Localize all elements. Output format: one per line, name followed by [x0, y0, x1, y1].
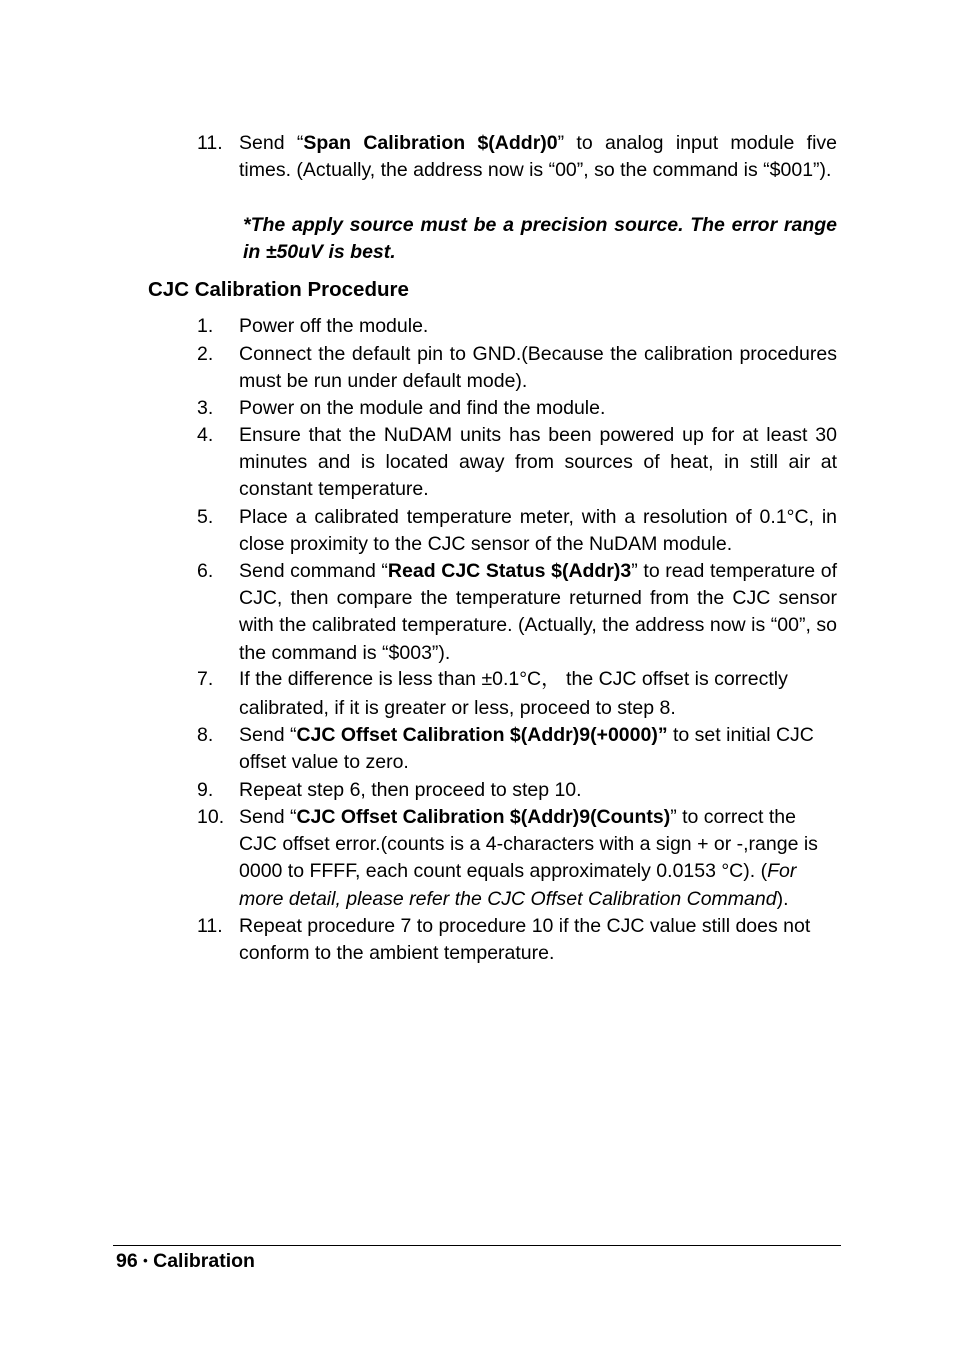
list-item: 5. Place a calibrated temperature meter, with a resolution of 0.1°C, in close proximity to the CJC sensor of the NuDAM module. [197, 506, 837, 556]
bullet-icon: • [143, 1253, 148, 1268]
command-name: Read CJC Status $(Addr)3 [387, 560, 632, 582]
command-name: CJC Offset Calibration $(Addr)9(Counts) [296, 806, 671, 828]
step-text: Send “Span Calibration $(Addr)0” to analog input module five times. (Actually, the address now is “00”, so the command is “$001”). [239, 132, 837, 182]
page-number: 96 [116, 1250, 138, 1272]
list-item: 8. Send “CJC Offset Calibration $(Addr)9(+0000)” to set initial CJC offset value to zero. [197, 724, 814, 774]
step-number: 11. [197, 132, 223, 154]
list-item: 1. Power off the module. [197, 315, 429, 337]
page-footer [116, 1250, 255, 1273]
list-item: 9. Repeat step 6, then proceed to step 10. [197, 779, 582, 801]
list-item: 6. Send command “Read CJC Status $(Addr)3” to read temperature of CJC, then compare the temperature returned from the CJC sensor with the calibrated temperature. (Actually, the address now is “00”, so the command is “$003”). [197, 560, 837, 664]
span-calibration-step [197, 130, 837, 184]
command-name: CJC Offset Calibration $(Addr)9(+0000)” [296, 724, 668, 746]
list-item: 7. If the difference is less than ±0.1°C， the CJC offset is correctly calibrated, if it is greater or less, proceed to step 8. [197, 668, 788, 719]
reference-note: For more detail, please refer the CJC Offset Calibration Command [239, 860, 797, 910]
list-item: 11. Repeat procedure 7 to procedure 10 if the CJC value still does not conform to the ambient temperature. [197, 915, 811, 965]
section-title: CJC Calibration Procedure [148, 278, 409, 301]
list-item: 10. Send “CJC Offset Calibration $(Addr)9(Counts)” to correct the CJC offset error.(counts is a 4-characters with a sign + or -,range is 0000 to FFFF, each count equals approximately 0.0153 °C). (For more detail, please refer the CJC Offset Calibration Command). [197, 806, 818, 910]
footer-divider [113, 1245, 841, 1246]
command-name: Span Calibration $(Addr)0 [303, 132, 558, 154]
footer-section: Calibration [153, 1250, 255, 1272]
list-item: 2. Connect the default pin to GND.(Because the calibration procedures must be run under default mode). [197, 343, 837, 393]
list-item: 3. Power on the module and find the module. [197, 397, 606, 419]
list-item: 4. Ensure that the NuDAM units has been powered up for at least 30 minutes and is located away from sources of heat, in still air at constant temperature. [197, 424, 837, 501]
precision-note: *The apply source must be a precision source. The error range in ±50uV is best. [243, 214, 837, 264]
